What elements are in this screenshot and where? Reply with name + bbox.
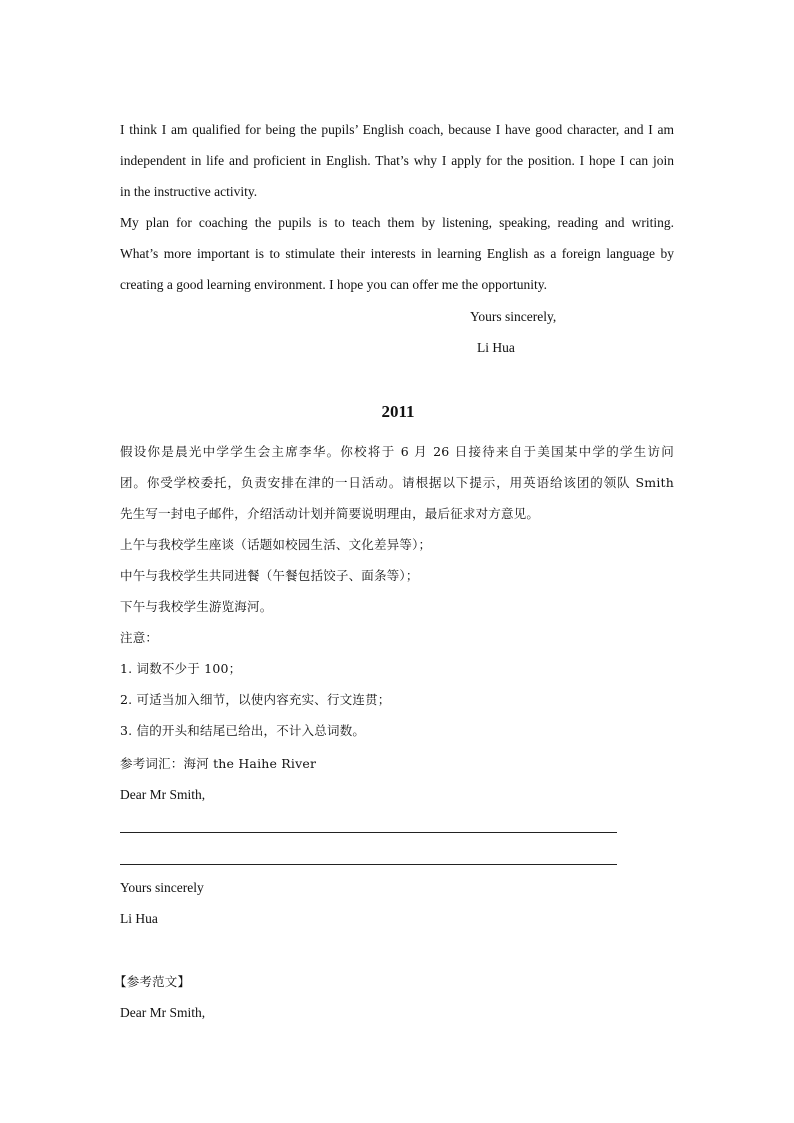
- task-greeting: Dear Mr Smith,: [120, 787, 206, 802]
- task-signature: Li Hua: [120, 911, 158, 926]
- schedule-item-noon: 中午与我校学生共同进餐（午餐包括饺子、面条等）；: [120, 568, 419, 583]
- answer-line-2: [120, 864, 617, 865]
- model-answer-greeting: Dear Mr Smith,: [120, 1005, 206, 1020]
- letter-line-2: independent in life and proficient in English. That’s why I apply for the position. I hope I can join: [120, 153, 674, 168]
- note-item-1: 1. 词数不少于 100；: [120, 661, 242, 676]
- task-closing: Yours sincerely: [120, 880, 204, 895]
- letter-line-6: creating a good learning environment. I hope you can offer me the opportunity.: [120, 277, 547, 292]
- letter-signature: Li Hua: [477, 340, 515, 355]
- letter-line-1: I think I am qualified for being the pupils’ English coach, because I have good character, and I am: [120, 122, 674, 137]
- section-heading: 2011: [381, 402, 415, 421]
- model-answer-label: 【参考范文】: [114, 974, 191, 989]
- schedule-item-afternoon: 下午与我校学生游览海河。: [120, 599, 273, 614]
- task-intro-line-1: 假设你是晨光中学学生会主席李华。你校将于 6 月 26 日接待来自于美国某中学的学生访问: [120, 444, 674, 459]
- schedule-item-morning: 上午与我校学生座谈（话题如校园生活、文化差异等）；: [120, 537, 432, 552]
- letter-closing: Yours sincerely,: [470, 309, 557, 324]
- letter-line-5: What’s more important is to stimulate their interests in learning English as a foreign language by: [120, 246, 674, 261]
- vocab-hint: 参考词汇：海河 the Haihe River: [120, 756, 317, 771]
- notes-title: 注意：: [120, 630, 159, 645]
- letter-line-4: My plan for coaching the pupils is to teach them by listening, speaking, reading and writing.: [120, 215, 674, 230]
- answer-line-1: [120, 832, 617, 833]
- letter-line-3: in the instructive activity.: [120, 184, 258, 199]
- task-intro-line-3: 先生写一封电子邮件，介绍活动计划并简要说明理由，最后征求对方意见。: [120, 506, 540, 521]
- task-intro-line-2: 团。你受学校委托，负责安排在津的一日活动。请根据以下提示，用英语给该团的领队 Smith: [120, 475, 674, 490]
- note-item-3: 3. 信的开头和结尾已给出，不计入总词数。: [120, 723, 366, 738]
- note-item-2: 2. 可适当加入细节，以使内容充实、行文连贯；: [120, 692, 391, 707]
